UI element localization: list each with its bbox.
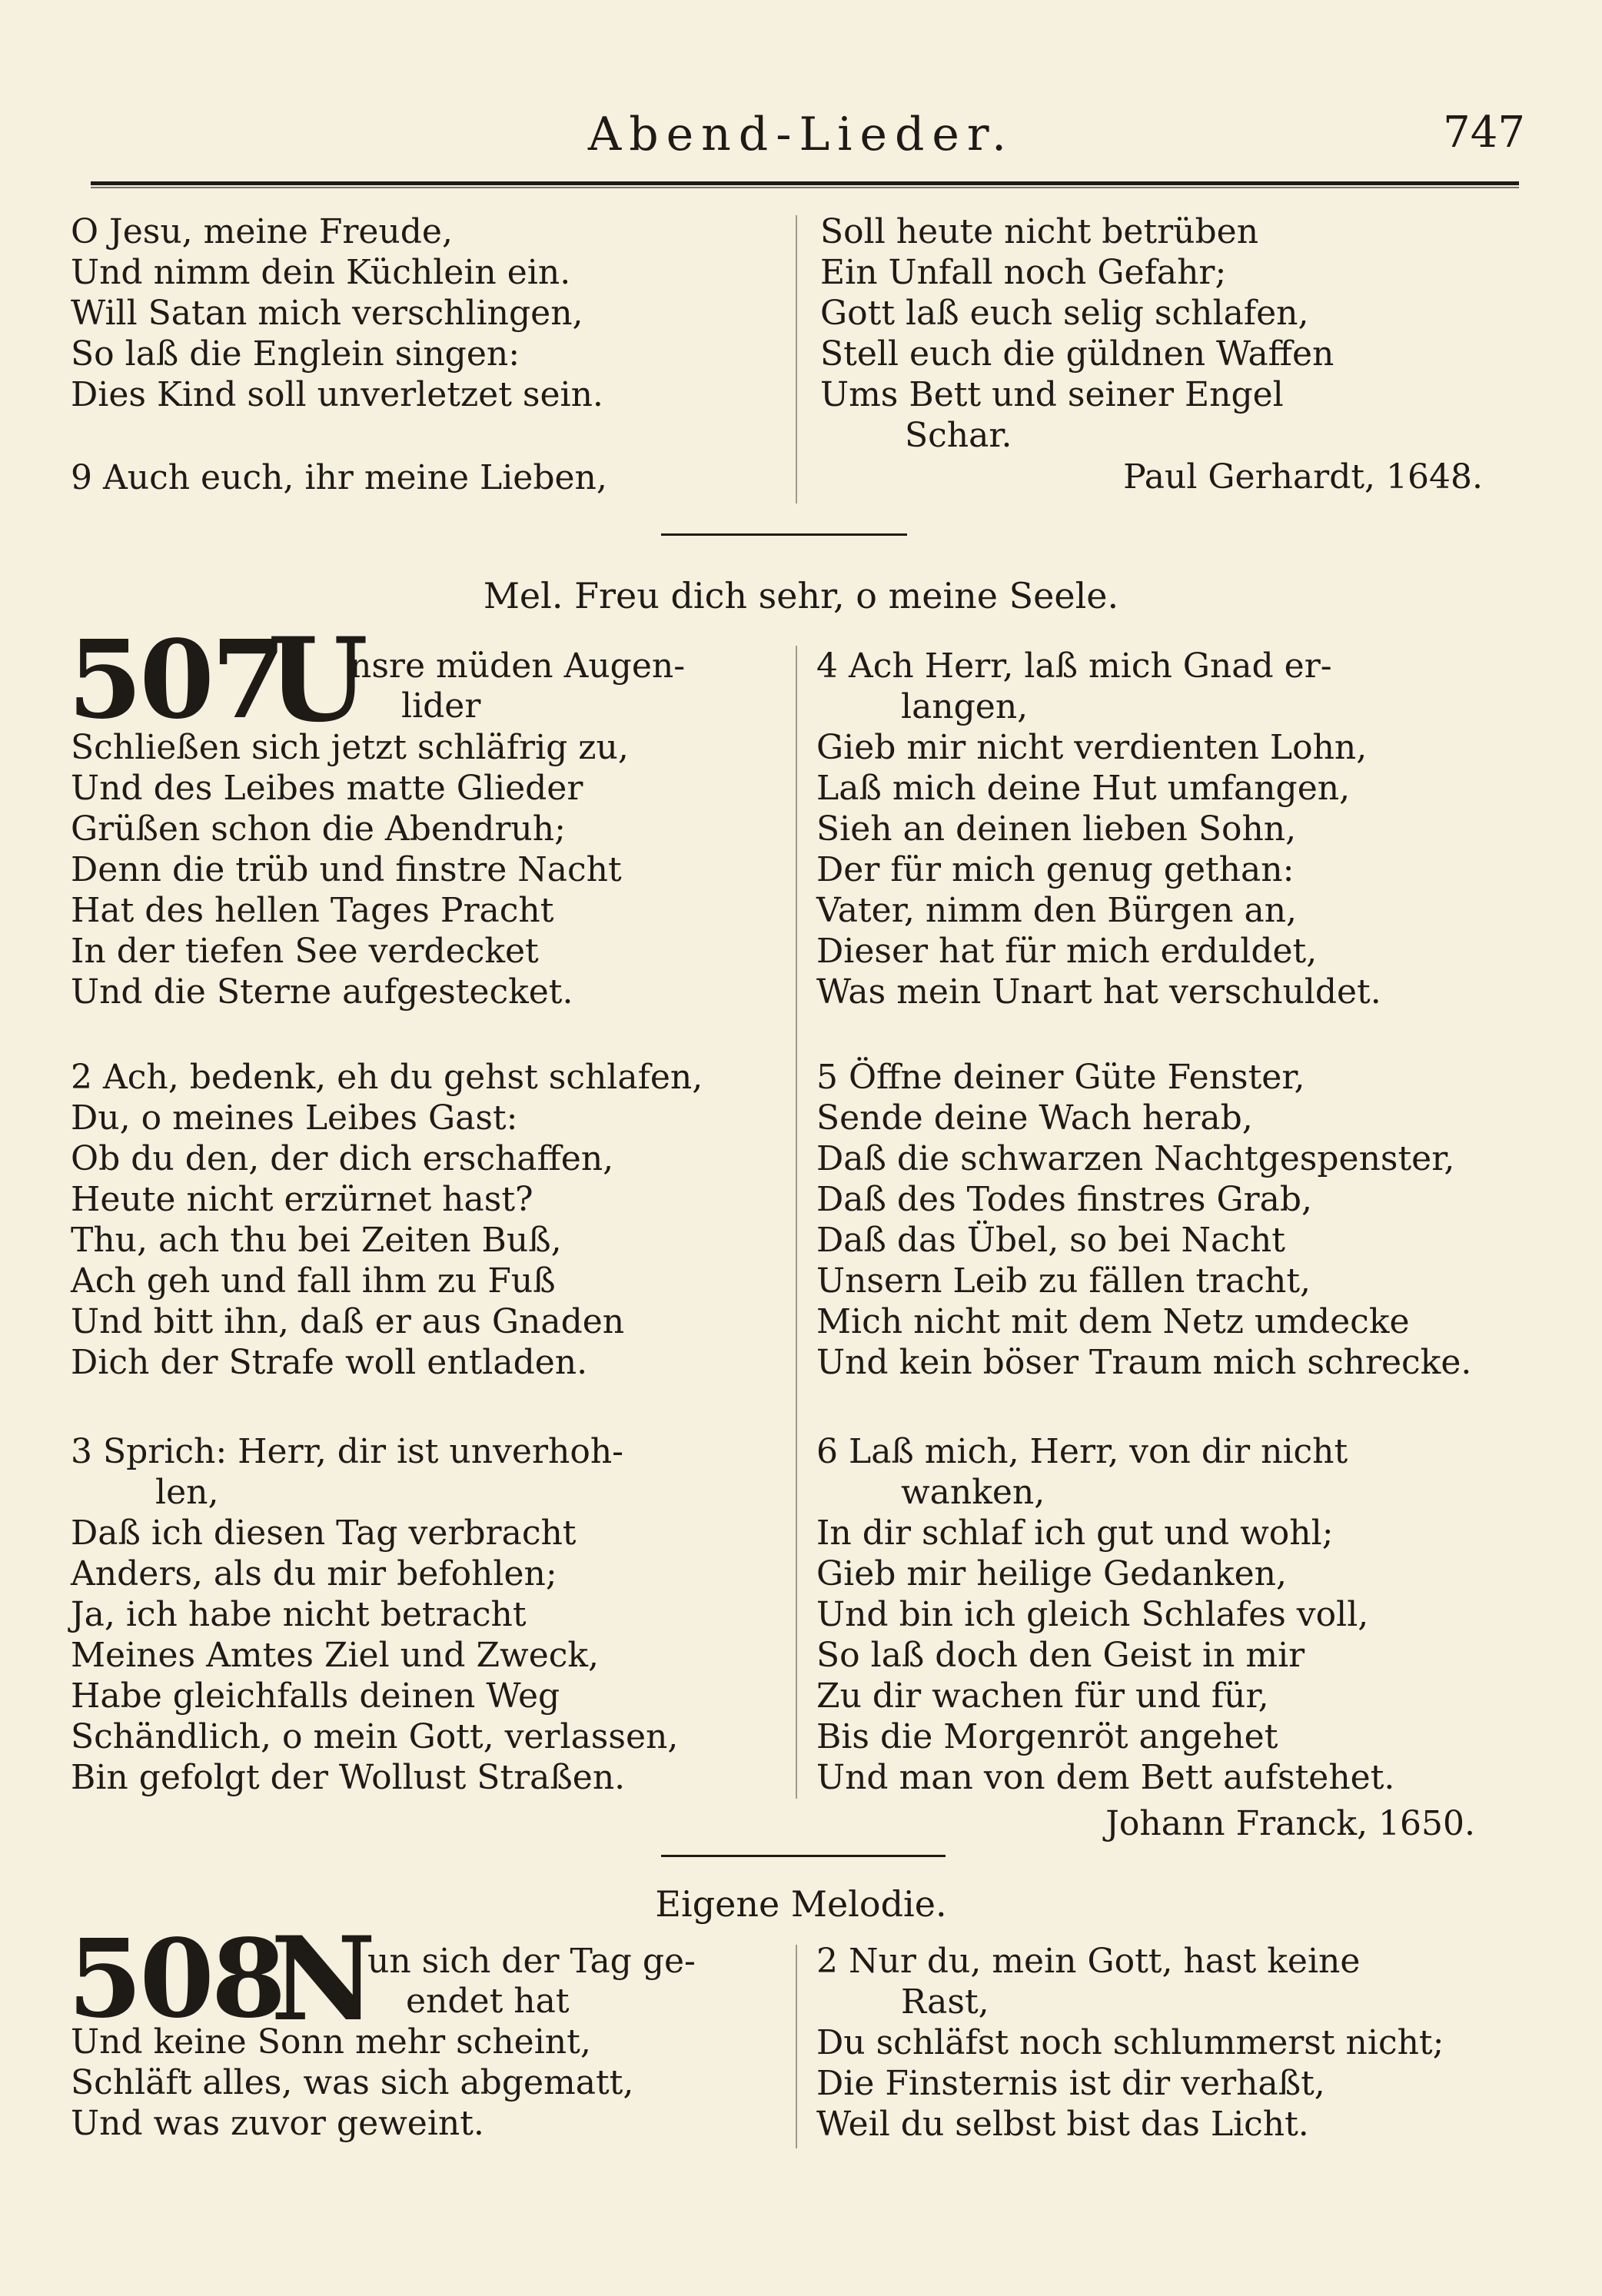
column-divider xyxy=(796,1945,797,2148)
verse-line: Gott laß euch selig schlafen, xyxy=(820,294,1309,333)
verse-line: Anders, als du mir befohlen; xyxy=(71,1554,557,1593)
verse-line: 4 Ach Herr, laß mich Gnad er- xyxy=(816,646,1332,686)
verse-line: 2 Ach, bedenk, eh du gehst schlafen, xyxy=(71,1058,703,1097)
column-divider xyxy=(796,215,797,503)
verse-line: Soll heute nicht betrüben xyxy=(820,212,1259,251)
verse-line: So laß doch den Geist in mir xyxy=(816,1636,1305,1675)
author-attribution: Johann Franck, 1650. xyxy=(1105,1804,1475,1843)
page-number: 747 xyxy=(1443,108,1525,158)
stanza-6 xyxy=(816,1431,1394,1798)
header-rule-thin xyxy=(91,187,1519,188)
verse-line: Thu, ach thu bei Zeiten Buß, xyxy=(71,1221,562,1260)
stanza-2 xyxy=(71,1057,703,1383)
verse-line: Dich der Strafe woll entladen. xyxy=(71,1343,588,1382)
verse-line: un sich der Tag ge- xyxy=(367,1942,696,1981)
verse-line: Schließen sich jetzt schläfrig zu, xyxy=(71,728,629,767)
section-rule xyxy=(661,533,907,536)
top-left-stanza xyxy=(71,211,603,415)
verse-line-continued: Rast, xyxy=(901,1982,989,2022)
verse-line: Und keine Sonn mehr scheint, xyxy=(71,2022,591,2062)
verse-line: Unsern Leib zu fällen tracht, xyxy=(816,1261,1311,1301)
verse-line: Mich nicht mit dem Netz umdecke xyxy=(816,1302,1410,1341)
verse-line: Sieh an deinen lieben Sohn, xyxy=(816,809,1297,849)
verse-line: Du, o meines Leibes Gast: xyxy=(71,1098,518,1138)
verse-line: Daß die schwarzen Nachtgespenster, xyxy=(816,1139,1455,1178)
verse-line: Daß des Todes finstres Grab, xyxy=(816,1180,1313,1219)
verse-line: Habe gleichfalls deinen Weg xyxy=(71,1676,560,1716)
verse-line: Sende deine Wach herab, xyxy=(816,1098,1253,1138)
stanza-3 xyxy=(71,1431,678,1798)
verse-line: In dir schlaf ich gut und wohl; xyxy=(816,1513,1334,1553)
verse-line: Heute nicht erzürnet hast? xyxy=(71,1180,533,1219)
verse-line: Und bitt ihn, daß er aus Gnaden xyxy=(71,1302,625,1341)
running-header: Abend-Lieder. xyxy=(587,108,1015,161)
verse-line: Daß das Übel, so bei Nacht xyxy=(816,1221,1285,1260)
stanza-1 xyxy=(71,2022,633,2144)
drop-capital: U xyxy=(268,613,368,748)
verse-line: Und nimm dein Küchlein ein. xyxy=(71,253,571,292)
verse-line: Und die Sterne aufgestecket. xyxy=(71,972,573,1012)
verse-line-continued: wanken, xyxy=(901,1473,1045,1512)
verse-line: Zu dir wachen für und für, xyxy=(816,1676,1269,1716)
verse-line: Ob du den, der dich erschaffen, xyxy=(71,1139,614,1178)
verse-line: Daß ich diesen Tag verbracht xyxy=(71,1513,577,1553)
stanza-1 xyxy=(71,727,629,1012)
verse-line: 2 Nur du, mein Gott, hast keine xyxy=(816,1942,1361,1981)
drop-capital: N xyxy=(271,1912,377,2047)
verse-line: lider xyxy=(401,686,481,726)
stanza-2 xyxy=(816,1941,1444,2145)
verse-line: Bis die Morgenröt angehet xyxy=(816,1717,1278,1756)
header-rule xyxy=(91,181,1519,185)
verse-line: Weil du selbst bist das Licht. xyxy=(816,2105,1309,2144)
verse-line: Denn die trüb und finstre Nacht xyxy=(71,850,622,889)
verse-line-continued: len, xyxy=(155,1473,219,1512)
verse-line: Ja, ich habe nicht betracht xyxy=(71,1595,527,1634)
verse-line: Und des Leibes matte Glieder xyxy=(71,769,583,808)
verse-line: Schändlich, o mein Gott, verlassen, xyxy=(71,1717,679,1756)
verse-line: Grüßen schon die Abendruh; xyxy=(71,809,566,849)
verse-line: Gieb mir heilige Gedanken, xyxy=(816,1554,1287,1593)
verse-line: 5 Öffne deiner Güte Fenster, xyxy=(816,1058,1305,1097)
stanza-5 xyxy=(816,1057,1471,1383)
verse-line: 6 Laß mich, Herr, von dir nicht xyxy=(816,1432,1348,1471)
verse-line: Vater, nimm den Bürgen an, xyxy=(816,891,1298,930)
melody-line: Mel. Freu dich sehr, o meine Seele. xyxy=(483,575,1119,616)
verse-line: Laß mich deine Hut umfangen, xyxy=(816,769,1351,808)
verse-line: O Jesu, meine Freude, xyxy=(71,212,453,251)
verse-line: Gieb mir nicht verdienten Lohn, xyxy=(816,728,1368,767)
verse-line: Schläft alles, was sich abgematt, xyxy=(71,2063,634,2102)
melody-line: Eigene Melodie. xyxy=(655,1883,947,1925)
verse-line: endet hat xyxy=(406,1982,570,2021)
verse-line: Und bin ich gleich Schlafes voll, xyxy=(816,1595,1369,1634)
verse-line: Ach geh und fall ihm zu Fuß xyxy=(71,1261,556,1301)
verse-line: So laß die Englein singen: xyxy=(71,334,520,374)
verse-line: Und was zuvor geweint. xyxy=(71,2104,484,2143)
verse-line: Und man von dem Bett aufstehet. xyxy=(816,1758,1395,1797)
verse-line: Ums Bett und seiner Engel xyxy=(820,375,1284,414)
verse-line: 9 Auch euch, ihr meine Lieben, xyxy=(71,458,607,497)
verse-line: Dies Kind soll unverletzet sein. xyxy=(71,375,603,414)
verse-line: Will Satan mich verschlingen, xyxy=(71,294,583,333)
verse-line: Was mein Unart hat verschuldet. xyxy=(816,972,1381,1012)
verse-line: Hat des hellen Tages Pracht xyxy=(71,891,554,930)
section-rule xyxy=(661,1855,946,1857)
verse-line: 3 Sprich: Herr, dir ist unverhoh- xyxy=(71,1432,624,1471)
verse-line-continued: Schar. xyxy=(905,416,1012,455)
verse-line: Stell euch die güldnen Waffen xyxy=(820,334,1334,374)
verse-line: Der für mich genug gethan: xyxy=(816,850,1295,889)
hymn-number: 508 xyxy=(68,1916,284,2042)
verse-line: Du schläfst noch schlummerst nicht; xyxy=(816,2023,1444,2062)
verse-line: In der tiefen See verdecket xyxy=(71,932,539,971)
verse-line-continued: langen, xyxy=(901,687,1029,726)
verse-line: Bin gefolgt der Wollust Straßen. xyxy=(71,1758,626,1797)
column-divider xyxy=(796,646,797,1799)
verse-line: Die Finsternis ist dir verhaßt, xyxy=(816,2064,1325,2103)
hymn-number: 507 xyxy=(68,617,284,743)
verse-line: Meines Amtes Ziel und Zweck, xyxy=(71,1636,600,1675)
verse-line: Dieser hat für mich erduldet, xyxy=(816,932,1318,971)
top-right-stanza xyxy=(820,211,1334,456)
top-left-stanza9 xyxy=(71,457,607,498)
verse-line: Und kein böser Traum mich schrecke. xyxy=(816,1343,1472,1382)
stanza-4 xyxy=(816,646,1381,1012)
author-attribution: Paul Gerhardt, 1648. xyxy=(1123,457,1483,497)
verse-line: Ein Unfall noch Gefahr; xyxy=(820,253,1227,292)
verse-line: nsre müden Augen- xyxy=(350,646,686,686)
